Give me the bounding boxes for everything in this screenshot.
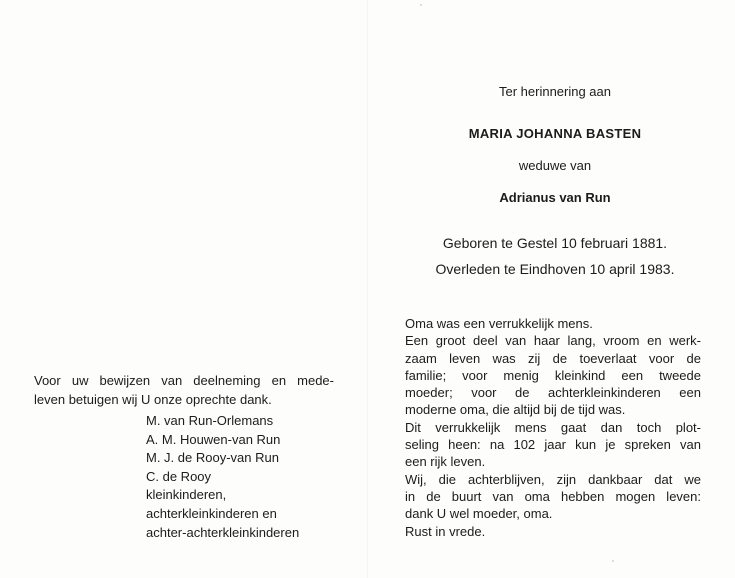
- tribute-line: dank U wel moeder, oma.: [405, 506, 553, 522]
- birth-line: Geboren te Gestel 10 februari 1881.: [442, 235, 668, 251]
- deceased-name: MARIA JOHANNA BASTEN: [468, 126, 642, 141]
- intro-text: Ter herinnering aan: [498, 84, 612, 99]
- death-line: Overleden te Eindhoven 10 april 1983.: [435, 261, 675, 277]
- paper-speck: [612, 560, 614, 562]
- tribute-line: zaam leven was zij de toeverlaat voor de: [405, 350, 701, 366]
- tribute-line: Dit verrukkelijk mens gaat dan toch plot-: [405, 419, 701, 435]
- tribute-line: seling heen: na 102 jaar kun je spreken van: [405, 437, 701, 453]
- thanks-line: Voor uw bewijzen van deelneming en mede-: [34, 373, 334, 388]
- tribute-line: familie; voor menig kleinkind een tweede: [405, 367, 701, 383]
- tribute-line: Oma was een verrukkelijk mens.: [405, 316, 593, 331]
- thanks-line: leven betuigen wij U onze oprechte dank.: [34, 391, 272, 407]
- spouse-name: Adrianus van Run: [499, 190, 611, 205]
- tribute-line: Rust in vrede.: [405, 523, 486, 539]
- tribute-line: Wij, die achterblijven, zijn dankbaar dat we: [405, 471, 701, 487]
- signer: A. M. Houwen-van Run: [146, 431, 281, 447]
- relation-text: weduwe van: [518, 158, 592, 173]
- signers-list: [146, 412, 356, 542]
- signer: achterkleinkinderen en: [146, 505, 277, 521]
- card-fold: [367, 0, 368, 578]
- signer: C. de Rooy: [146, 468, 212, 484]
- paper-speck: [420, 4, 422, 6]
- signer: achter-achterkleinkinderen: [146, 524, 300, 540]
- tribute-line: moderne oma, die altijd bij de tijd was.: [405, 402, 626, 418]
- signer: M. J. de Rooy-van Run: [146, 450, 279, 466]
- signer: M. van Run-Orlemans: [146, 413, 274, 428]
- tribute-line: Een groot deel van haar lang, vroom en werk-: [405, 333, 701, 349]
- tribute-line: moeder; voor de achterkleinkinderen een: [405, 385, 701, 401]
- life-dates: [395, 230, 715, 282]
- tribute-text: [405, 315, 701, 540]
- thanks-text: [34, 372, 334, 409]
- tribute-line: in de buurt van oma hebben mogen leven:: [405, 488, 701, 504]
- tribute-line: een rijk leven.: [405, 454, 486, 470]
- signer: kleinkinderen,: [146, 487, 227, 503]
